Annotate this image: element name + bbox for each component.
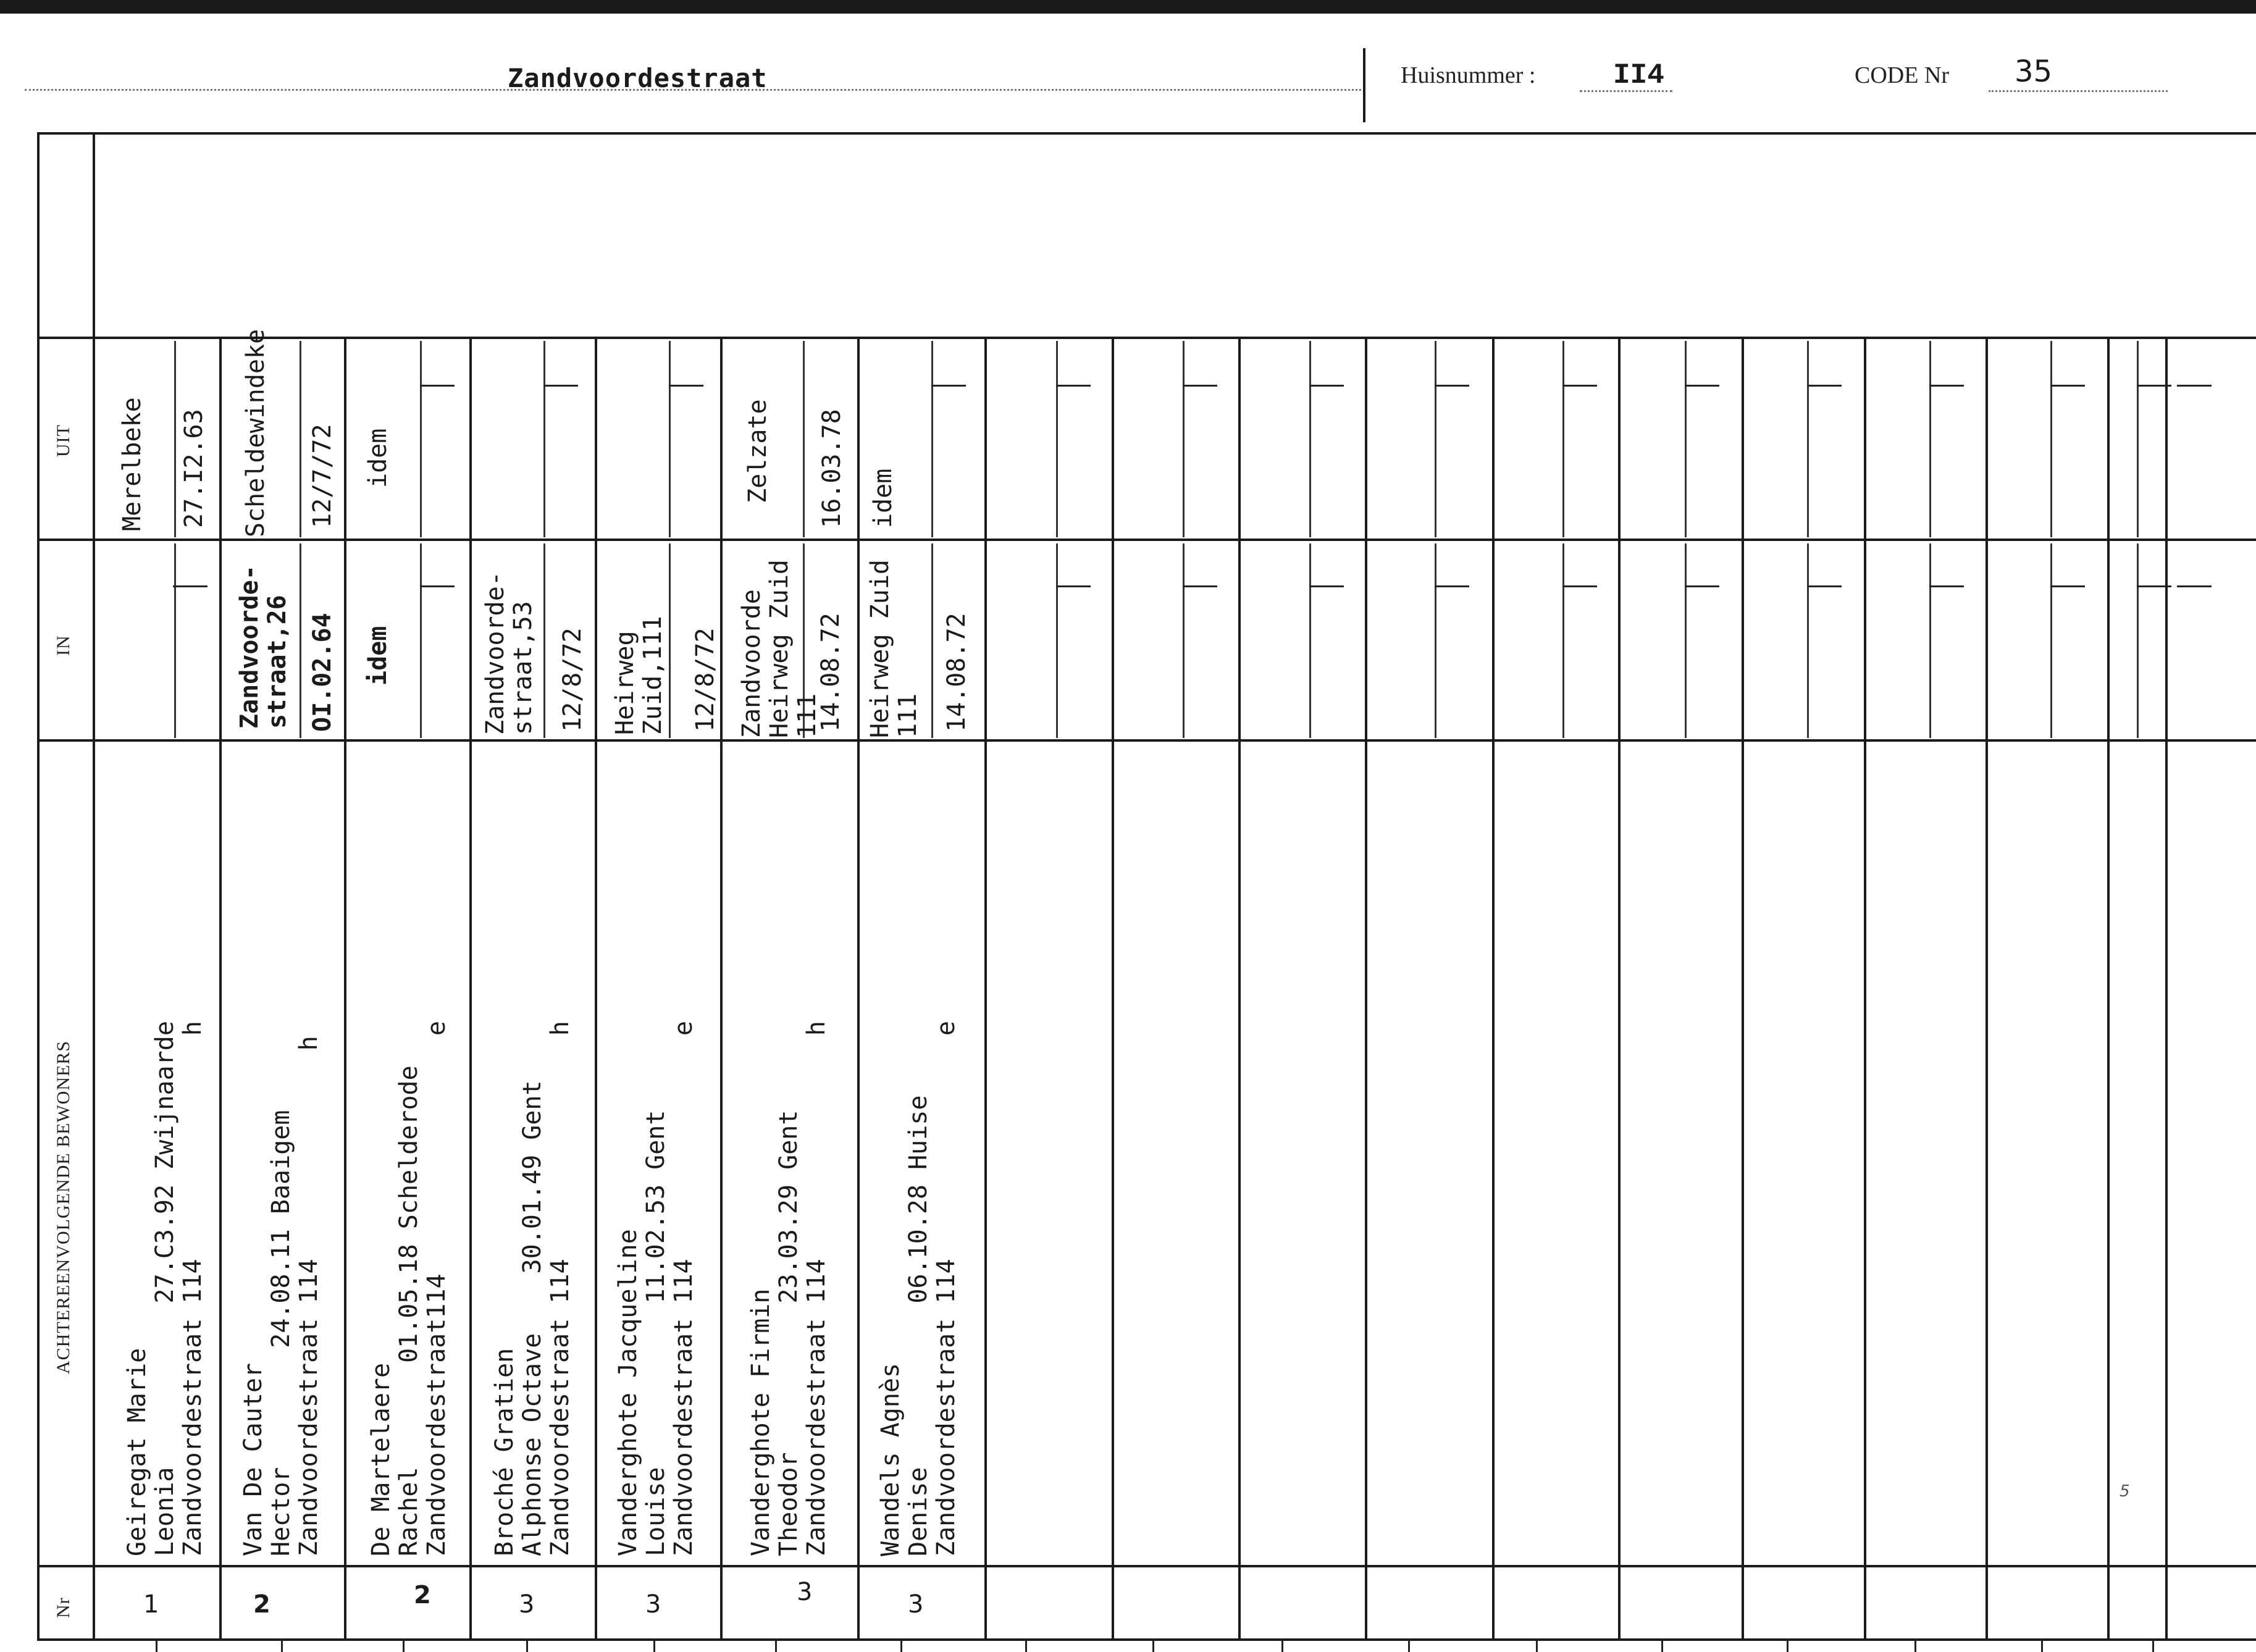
record-2-out-place: Scheldewindeke bbox=[241, 329, 270, 537]
record-5-resident: Vanderghote Jacqueline Louise 11.02.53 Gent Zandvoordestraat 114 e bbox=[614, 1021, 698, 1556]
header-divider bbox=[1363, 48, 1365, 122]
sub-divider bbox=[1309, 341, 1311, 537]
sub-divider bbox=[931, 341, 933, 537]
blank-dash bbox=[669, 385, 703, 387]
bottom-tick bbox=[775, 1638, 777, 1652]
blank-dash bbox=[1435, 585, 1469, 587]
record-4-in-place: Zandvoorde- straat,53 bbox=[481, 571, 537, 735]
sub-divider bbox=[543, 341, 545, 537]
record-4-resident: Broché Gratien Alphonse Octave 30.01.49 Gent Zandvoordestraat 114 h bbox=[490, 1021, 574, 1556]
row-line-nr-top bbox=[37, 1565, 2256, 1567]
slot-divider bbox=[2165, 337, 2168, 1640]
blank-dash bbox=[1183, 385, 1217, 387]
house-number-label: Huisnummer : bbox=[1401, 62, 1536, 88]
record-4-in-date: 12/8/72 bbox=[558, 627, 587, 732]
blank-dash bbox=[931, 385, 966, 387]
sub-divider bbox=[420, 341, 422, 537]
blank-dash bbox=[1685, 585, 1719, 587]
bottom-tick bbox=[1408, 1638, 1410, 1652]
house-number-value: II4 bbox=[1613, 59, 1664, 91]
record-5-in-place: Heirweg Zuid,111 bbox=[611, 616, 667, 735]
slot-divider bbox=[984, 337, 987, 1640]
blank-dash bbox=[2137, 385, 2171, 387]
record-2-nr: 2 bbox=[253, 1590, 270, 1619]
blank-dash bbox=[1807, 385, 1842, 387]
bottom-tick bbox=[1281, 1638, 1283, 1652]
record-1-resident: Geiregat Marie Leonia 27.C3.92 Zwijnaarde Zandvoordestraat 114 h bbox=[123, 1021, 207, 1556]
record-2-in-place: Zandvoorde- straat,26 bbox=[235, 565, 291, 729]
blank-dash bbox=[1562, 385, 1597, 387]
blank-dash bbox=[1929, 385, 1964, 387]
bottom-tick bbox=[1025, 1638, 1027, 1652]
record-4-nr: 3 bbox=[519, 1590, 535, 1619]
blank-dash bbox=[1183, 585, 1217, 587]
blank-dash bbox=[1435, 385, 1469, 387]
slot-divider bbox=[1864, 337, 1866, 1640]
record-1-nr: 1 bbox=[143, 1590, 159, 1619]
row-line-out-top bbox=[37, 337, 2256, 339]
record-7-in-date: 14.08.72 bbox=[942, 613, 971, 732]
sub-divider bbox=[1435, 341, 1436, 537]
record-3-nr: 2 bbox=[414, 1581, 431, 1609]
blank-dash bbox=[173, 585, 208, 587]
record-3-out-place: idem bbox=[364, 428, 392, 488]
nr-label-column-line bbox=[93, 132, 95, 1639]
blank-dash bbox=[420, 385, 455, 387]
blank-dash bbox=[1929, 585, 1964, 587]
sub-divider bbox=[300, 341, 301, 537]
record-6-out-date: 16.03.78 bbox=[818, 409, 846, 528]
record-5-in-date: 12/8/72 bbox=[691, 627, 719, 732]
residents-column-label: ACHTEREENVOLGENDE BEWONERS bbox=[53, 1040, 73, 1374]
sub-divider bbox=[669, 543, 671, 738]
sub-divider bbox=[2137, 543, 2139, 738]
blank-dash bbox=[2177, 585, 2212, 587]
slot-divider bbox=[1618, 337, 1621, 1640]
blank-dash bbox=[543, 385, 578, 387]
record-3-in-place: idem bbox=[364, 626, 392, 686]
sub-divider bbox=[1056, 543, 1058, 738]
sub-divider bbox=[174, 543, 176, 738]
record-7-in-place: Heirweg Zuid 111 bbox=[866, 560, 922, 738]
sub-divider bbox=[1929, 543, 1931, 738]
sub-divider bbox=[1562, 543, 1564, 738]
blank-dash bbox=[420, 585, 455, 587]
sub-divider bbox=[420, 543, 422, 738]
bottom-tick bbox=[1787, 1638, 1788, 1652]
record-6-in-place: Zandvoorde Heirweg Zuid 111 bbox=[737, 560, 821, 738]
record-6-in-date: 14.08.72 bbox=[816, 613, 845, 732]
slot-divider bbox=[857, 337, 860, 1640]
record-1-out-place: Merelbeke bbox=[118, 397, 146, 531]
record-6-resident: Vanderghote Firmin Theodor 23.03.29 Gent Zandvoordestraat 114 h bbox=[747, 1021, 831, 1556]
sub-divider bbox=[2050, 543, 2052, 738]
blank-dash bbox=[1562, 585, 1597, 587]
sub-divider bbox=[2137, 341, 2139, 537]
slot-divider bbox=[720, 337, 723, 1640]
record-3-resident: De Martelaere Rachel 01.05.18 Schelderode Zandvoordestraat114 e bbox=[367, 1021, 451, 1556]
bottom-tick bbox=[1152, 1638, 1154, 1652]
margin-mark: 5 bbox=[2120, 1482, 2130, 1501]
slot-divider bbox=[1112, 337, 1114, 1640]
table-left-border bbox=[37, 132, 40, 1639]
code-number-label: CODE Nr bbox=[1855, 62, 1950, 88]
sub-divider bbox=[931, 543, 933, 738]
blank-dash bbox=[2137, 585, 2171, 587]
sub-divider bbox=[1807, 341, 1809, 537]
slot-divider bbox=[595, 337, 597, 1640]
sub-divider bbox=[1309, 543, 1311, 738]
sub-divider bbox=[1435, 543, 1436, 738]
blank-dash bbox=[2050, 585, 2085, 587]
record-2-in-date: OI.02.64 bbox=[308, 613, 337, 732]
blank-dash bbox=[2050, 385, 2085, 387]
record-6-nr: 3 bbox=[797, 1578, 813, 1606]
blank-dash bbox=[1309, 585, 1344, 587]
record-7-out-place: idem bbox=[869, 468, 897, 528]
sub-divider bbox=[669, 341, 671, 537]
out-column-label: UIT bbox=[53, 424, 73, 457]
blank-dash bbox=[1807, 585, 1842, 587]
blank-dash bbox=[1685, 385, 1719, 387]
sub-divider bbox=[1056, 341, 1058, 537]
slot-divider bbox=[1365, 337, 1367, 1640]
bottom-tick bbox=[1914, 1638, 1916, 1652]
code-number-value: 35 bbox=[2015, 54, 2053, 89]
record-6-out-place: Zelzate bbox=[744, 399, 772, 503]
record-1-out-date: 27.I2.63 bbox=[180, 409, 208, 528]
blank-dash bbox=[1056, 385, 1091, 387]
sub-divider bbox=[1685, 341, 1687, 537]
record-7-nr: 3 bbox=[908, 1590, 924, 1619]
code-number-dots bbox=[1989, 90, 2168, 92]
sub-divider bbox=[1562, 341, 1564, 537]
sub-divider bbox=[1183, 341, 1185, 537]
bottom-tick bbox=[653, 1638, 655, 1652]
table-bottom-border bbox=[37, 1638, 2256, 1641]
row-line-in-top bbox=[37, 539, 2256, 541]
bottom-tick bbox=[281, 1638, 283, 1652]
row-line-residents-top bbox=[37, 739, 2256, 742]
record-2-out-date: 12/7/72 bbox=[308, 424, 337, 528]
sub-divider bbox=[1807, 543, 1809, 738]
slot-divider bbox=[1742, 337, 1744, 1640]
sub-divider bbox=[543, 543, 545, 738]
sub-divider bbox=[1929, 341, 1931, 537]
bottom-tick bbox=[1536, 1638, 1538, 1652]
record-7-resident: Wandels Agnès Denise 06.10.28 Huise Zandvoordestraat 114 e bbox=[876, 1021, 960, 1556]
sub-divider bbox=[803, 341, 805, 537]
nr-column-label: Nr bbox=[53, 1597, 73, 1618]
sub-divider bbox=[174, 341, 176, 537]
sub-divider bbox=[1685, 543, 1687, 738]
record-2-resident: Van De Cauter Hector 24.08.11 Baaigem Zandvoordestraat 114 h bbox=[239, 1036, 323, 1556]
slot-divider bbox=[469, 337, 472, 1640]
slot-divider bbox=[219, 337, 222, 1640]
slot-divider bbox=[1986, 337, 1988, 1640]
bottom-tick bbox=[1661, 1638, 1663, 1652]
table-top-border bbox=[37, 132, 2256, 135]
blank-dash bbox=[1056, 585, 1091, 587]
bottom-tick bbox=[900, 1638, 902, 1652]
bottom-tick bbox=[156, 1638, 157, 1652]
sub-divider bbox=[300, 543, 301, 738]
slot-divider bbox=[1492, 337, 1495, 1640]
blank-dash bbox=[1309, 385, 1344, 387]
in-column-label: IN bbox=[53, 635, 73, 656]
record-5-nr: 3 bbox=[645, 1590, 661, 1619]
bottom-tick bbox=[2041, 1638, 2043, 1652]
street-name: Zandvoordestraat bbox=[508, 63, 768, 93]
bottom-tick bbox=[403, 1638, 405, 1652]
slot-divider bbox=[344, 337, 346, 1640]
bottom-tick bbox=[2152, 1638, 2154, 1652]
bottom-tick bbox=[526, 1638, 528, 1652]
sub-divider bbox=[2050, 341, 2052, 537]
sub-divider bbox=[1183, 543, 1185, 738]
blank-dash bbox=[2177, 385, 2212, 387]
slot-divider bbox=[2107, 337, 2110, 1640]
slot-divider bbox=[1238, 337, 1241, 1640]
top-border bbox=[0, 0, 2256, 14]
